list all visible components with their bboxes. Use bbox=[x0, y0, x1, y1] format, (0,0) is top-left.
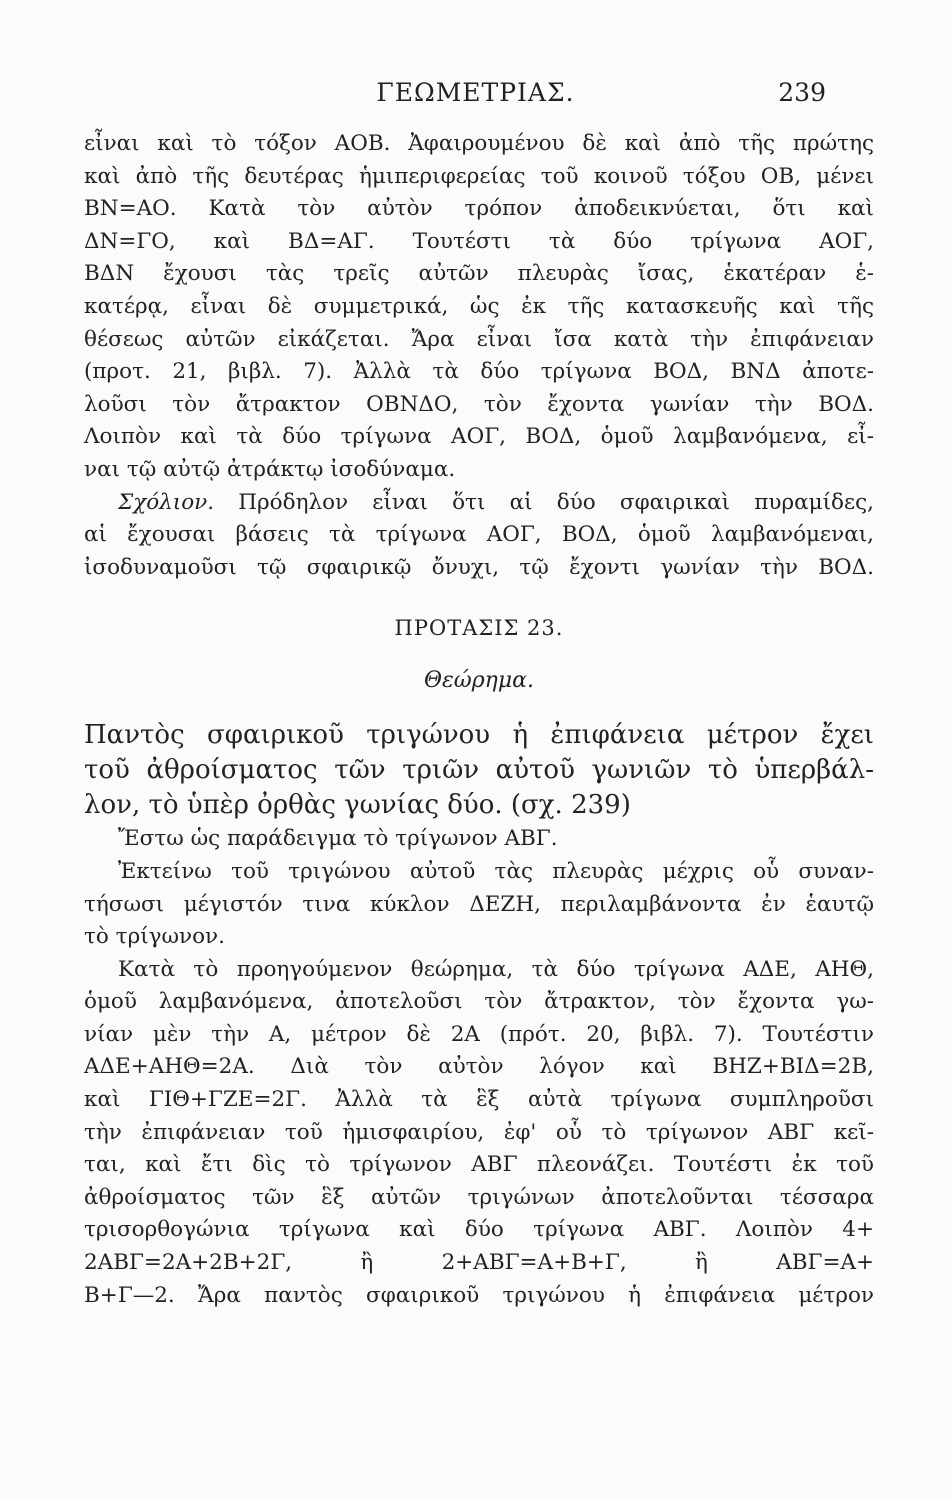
text-line: καὶ ἀπὸ τῆς δευτέρας ἡμιπεριφερείας τοῦ κοινοῦ τόξου ΟΒ, μένει bbox=[84, 163, 874, 189]
paragraph-continuation bbox=[84, 128, 874, 487]
text-line: τὸ τρίγωνον. bbox=[84, 924, 225, 950]
text-line: λοῦσι τὸν ἄτρακτον ΟΒΝΔΟ, τὸν ἔχοντα γωνίαν τὴν ΒΟΔ. bbox=[84, 391, 874, 417]
text-line: ται, καὶ ἔτι δὶς τὸ τρίγωνον ΑΒΓ πλεονάζει. Τουτέστι ἐκ τοῦ bbox=[84, 1152, 874, 1178]
text-line: θέσεως αὐτῶν εἰκάζεται. Ἄρα εἶναι ἴσα κατὰ τὴν ἐπιφάνειαν bbox=[84, 326, 874, 352]
text-line: ἰσοδυναμοῦσι τῷ σφαιρικῷ ὄνυχι, τῷ ἔχοντι γωνίαν τὴν ΒΟΔ. bbox=[84, 554, 874, 580]
page-number: 239 bbox=[778, 78, 826, 107]
text-line: κατέρᾳ, εἶναι δὲ συμμετρικά, ὡς ἐκ τῆς κατασκευῆς καὶ τῆς bbox=[84, 293, 874, 319]
text-line: 2ΑΒΓ=2Α+2Β+2Γ, ἢ 2+ΑΒΓ=Α+Β+Γ, ἢ ΑΒΓ=Α+ bbox=[84, 1250, 874, 1276]
theorem-line: Παντὸς σφαιρικοῦ τριγώνου ἡ ἐπιφάνεια μέτρον ἔχει bbox=[84, 720, 874, 751]
text-line: ΒΝ=ΑΟ. Κατὰ τὸν αὐτὸν τρόπον ἀποδεικνύεται, ὅτι καὶ bbox=[84, 196, 874, 222]
text-line: τήσωσι μέγιστόν τινα κύκλον ΔΕΖΗ, περιλαμβάνοντα ἐν ἑαυτῷ bbox=[84, 891, 874, 917]
scholion-first-line bbox=[84, 487, 874, 520]
theorem-line: λον, τὸ ὑπὲρ ὀρθὰς γωνίας δύο. (σχ. 239) bbox=[84, 790, 631, 821]
text-line: νίαν μὲν τὴν Α, μέτρον δὲ 2Α (πρότ. 20, βιβλ. 7). Τουτέστιν bbox=[84, 1021, 874, 1047]
text-line: ὁμοῦ λαμβανόμενα, ἀποτελοῦσι τὸν ἄτρακτον, τὸν ἔχοντα γω- bbox=[84, 989, 874, 1015]
scholion-text: Πρόδηλον εἶναι ὅτι αἱ δύο σφαιρικαὶ πυραμίδες, bbox=[238, 489, 874, 515]
text-line: ναι τῷ αὐτῷ ἀτράκτῳ ἰσοδύναμα. bbox=[84, 456, 456, 482]
text-line: αἱ ἔχουσαι βάσεις τὰ τρίγωνα ΑΟΓ, ΒΟΔ, ὁμοῦ λαμβανόμεναι, bbox=[84, 522, 874, 548]
theorem-line: τοῦ ἀθροίσματος τῶν τριῶν αὐτοῦ γωνιῶν τὸ ὑπερβάλ- bbox=[84, 755, 874, 786]
text-line: Κατὰ τὸ προηγούμενον θεώρημα, τὰ δύο τρίγωνα ΑΔΕ, ΑΗΘ, bbox=[118, 956, 874, 982]
text-line: Λοιπὸν καὶ τὰ δύο τρίγωνα ΑΟΓ, ΒΟΔ, ὁμοῦ λαμβανόμενα, εἶ- bbox=[84, 424, 874, 450]
text-line: ἀθροίσματος τῶν ἓξ αὐτῶν τριγώνων ἀποτελοῦνται τέσσαρα bbox=[84, 1184, 874, 1210]
text-line: (προτ. 21, βιβλ. 7). Ἀλλὰ τὰ δύο τρίγωνα ΒΟΔ, ΒΝΔ ἀποτε- bbox=[84, 359, 874, 385]
text-line: τὴν ἐπιφάνειαν τοῦ ἡμισφαιρίου, ἐφ' οὗ τὸ τρίγωνον ΑΒΓ κεῖ- bbox=[84, 1119, 874, 1145]
scholion-label: Σχόλιον. bbox=[118, 489, 215, 515]
proposition-heading: ΠΡΟΤΑΣΙΣ 23. bbox=[394, 616, 564, 641]
page-header bbox=[0, 78, 951, 118]
theorem-statement bbox=[84, 718, 874, 823]
text-line: Ἐκτείνω τοῦ τριγώνου αὐτοῦ τὰς πλευρὰς μέχρις οὗ συναν- bbox=[118, 858, 874, 884]
theorem-subheading: Θεώρημα. bbox=[423, 668, 535, 694]
text-line: ΑΔΕ+ΑΗΘ=2Α. Διὰ τὸν αὐτὸν λόγον καὶ ΒΗΖ+ΒΙΔ=2Β, bbox=[84, 1054, 874, 1080]
text-line: τρισορθογώνια τρίγωνα καὶ δύο τρίγωνα ΑΒΓ. Λοιπὸν 4+ bbox=[84, 1217, 874, 1243]
text-line: ΒΔΝ ἔχουσι τὰς τρεῖς αὐτῶν πλευρὰς ἴσας, ἑκατέραν ἑ- bbox=[84, 261, 874, 287]
text-line: Ἔστω ὡς παράδειγμα τὸ τρίγωνον ΑΒΓ. bbox=[118, 826, 558, 852]
body-text bbox=[84, 128, 874, 1312]
text-line: Β+Γ—2. Ἄρα παντὸς σφαιρικοῦ τριγώνου ἡ ἐπιφάνεια μέτρον bbox=[84, 1282, 874, 1308]
text-line: καὶ ΓΙΘ+ΓΖΕ=2Γ. Ἀλλὰ τὰ ἓξ αὐτὰ τρίγωνα συμπληροῦσι bbox=[84, 1087, 874, 1113]
scholion bbox=[84, 487, 874, 585]
text-line: ΔΝ=ΓΟ, καὶ ΒΔ=ΑΓ. Τουτέστι τὰ δύο τρίγωνα ΑΟΓ, bbox=[84, 228, 874, 254]
text-line: εἶναι καὶ τὸ τόξον ΑΟΒ. Ἀφαιρουμένου δὲ καὶ ἀπὸ τῆς πρώτης bbox=[84, 131, 874, 156]
running-head: ΓΕΩΜΕΤΡΙΑΣ. bbox=[376, 78, 575, 107]
proof bbox=[84, 823, 874, 1312]
